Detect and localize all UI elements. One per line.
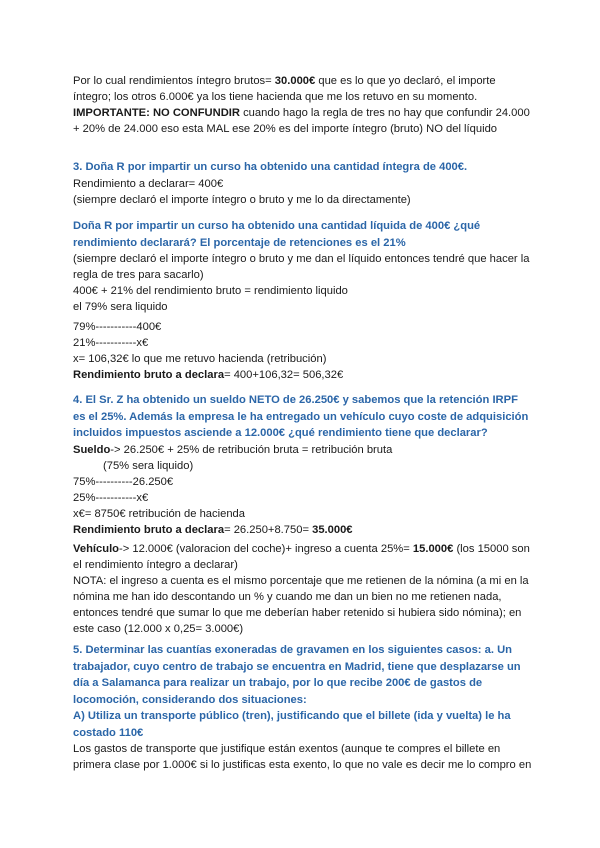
section-heading: Doña R por impartir un curso ha obtenido una cantidad líquida de 400€ ¿qué [73, 220, 481, 232]
bold-label: Vehículo [73, 543, 120, 555]
section-heading: 3. Doña R por impartir un curso ha obtenido una cantidad íntegra de 400€. [73, 161, 468, 173]
text-line: Los gastos de transporte que justifique están exentos (aunque te compres el billete en [73, 743, 501, 755]
text-line: (siempre declaró el importe íntegro o bruto y me dan el líquido entonces tendré que hacer la [73, 253, 530, 265]
text-line: 75%----------26.250€ [73, 475, 174, 488]
important-label: IMPORTANTE: NO CONFUNDIR [73, 107, 240, 119]
text-line [73, 105, 533, 121]
section-3b [73, 218, 533, 315]
bold-amount: 30.000€ [274, 75, 316, 87]
section-heading: A) Utiliza un transporte público (tren), justificando que el billete (ida y vuelta) le ha [73, 710, 511, 722]
text: = 400+106,32= 506,32€ [224, 369, 344, 381]
text-line: 21%-----------x€ [73, 337, 149, 349]
section-3 [73, 159, 533, 208]
text-line [73, 367, 533, 383]
section-heading: incluidos impuestos asciende a 12.000€ ¿qué rendimiento tiene que declarar? [73, 427, 488, 439]
section-heading: día a Salamanca para realizar un trabajo, por lo que recibe 200€ de gastos de [73, 677, 483, 689]
bold-label: Rendimiento bruto a declara [73, 369, 225, 381]
text: cuando hago la regla de tres no hay que confundir 24.000 [239, 107, 530, 119]
text-line: nómina me han ido descontando un % y cuando me dan un bien no me retienen nada, [73, 591, 502, 603]
text-line: 25%-----------x€ [73, 491, 149, 504]
section-heading: 5. Determinar las cuantías exoneradas de gravamen en los siguientes casos: a. Un [73, 644, 512, 656]
text-line: (siempre declaró el importe íntegro o bruto y me lo da directamente) [73, 193, 411, 206]
text-line: íntegro; los otros 6.000€ ya los tiene hacienda que me los retuvo en su momento. [73, 91, 478, 103]
text-line [73, 522, 533, 538]
text: que es lo que yo declaró, el importe [315, 75, 496, 87]
section-heading: 4. El Sr. Z ha obtenido un sueldo NETO de 26.250€ y sabemos que la retención IRPF [73, 394, 518, 406]
text-line: (75% sera liquido) [103, 459, 194, 472]
text-line: 400€ + 21% del rendimiento bruto = rendimiento liquido [73, 285, 348, 297]
text-line: el rendimiento íntegro a declarar) [73, 559, 238, 571]
bold-label: Rendimiento bruto a declara [73, 523, 225, 536]
text-line [73, 442, 533, 458]
section-4 [73, 392, 533, 538]
text-line: NOTA: el ingreso a cuenta es el mismo porcentaje que me retienen de la nómina (a mi en la [73, 575, 529, 587]
text-line: Rendimiento a declarar= 400€ [73, 177, 224, 190]
text: -> 26.250€ + 25% de retribución bruta = retribución bruta [110, 443, 393, 456]
section-heading: rendimiento declarará? El porcentaje de retenciones es el 21% [73, 236, 406, 249]
section-heading: costado 110€ [73, 726, 144, 739]
text-line: x€= 8750€ retribución de hacienda [73, 507, 245, 520]
text: (los 15000 son [453, 543, 530, 555]
text: = 26.250+8.750= [224, 523, 313, 536]
text-line: el 79% sera liquido [73, 301, 168, 313]
bold-amount: 15.000€ [412, 543, 454, 555]
section-heading: es el 25%. Además la empresa le ha entregado un vehículo cuyo coste de adquisición [73, 410, 529, 423]
text-line [73, 73, 533, 89]
rule-of-three-1 [73, 319, 533, 383]
text-line [73, 541, 533, 557]
text-line: 79%-----------400€ [73, 321, 162, 333]
text-line: primera clase por 1.000€ si lo justificas esta exento, lo que no vale es decir me lo compro en [73, 759, 532, 771]
text-line: x= 106,32€ lo que me retuvo hacienda (retribución) [73, 353, 327, 365]
vehicle-paragraph [73, 541, 533, 637]
intro-paragraph [73, 73, 533, 137]
section-5 [73, 642, 533, 773]
bold-label: Sueldo [73, 443, 111, 456]
section-heading: locomoción, considerando dos situaciones: [73, 693, 307, 706]
text-line: regla de tres para sacarlo) [73, 269, 204, 281]
text: -> 12.000€ (valoracion del coche)+ ingreso a cuenta 25%= [119, 543, 413, 555]
text-line: entonces tendré que sumar lo que me deberían haber retenido si hubiera sido nómina); en [73, 607, 522, 619]
bold-amount: 35.000€ [312, 523, 353, 536]
text-line: + 20% de 24.000 eso esta MAL ese 20% es del importe íntegro (bruto) NO del líquido [73, 123, 498, 135]
text-line: este caso (12.000 x 0,25= 3.000€) [73, 623, 244, 635]
section-heading: trabajador, cuyo centro de trabajo se encuentra en Madrid, tiene que desplazarse un [73, 660, 521, 673]
text: Por lo cual rendimientos íntegro brutos= [73, 75, 275, 87]
